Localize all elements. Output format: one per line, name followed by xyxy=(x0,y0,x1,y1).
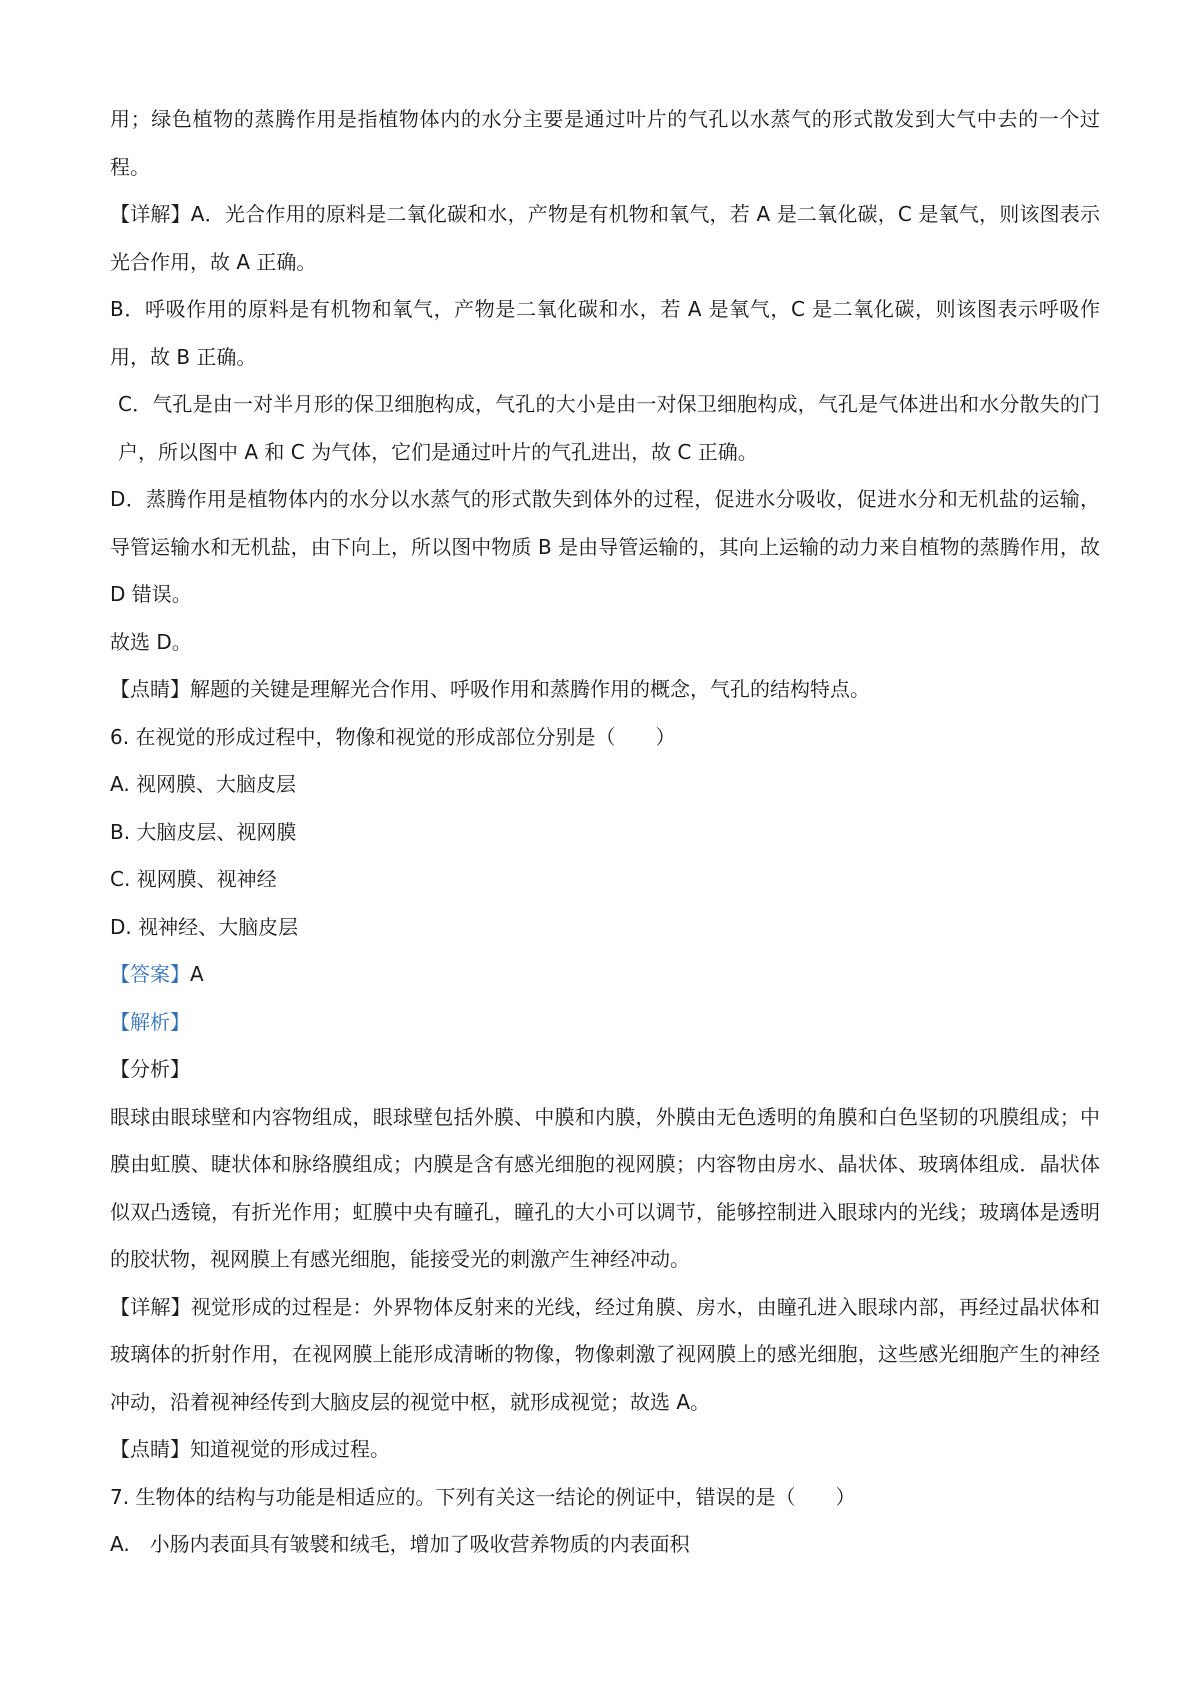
paragraph-detail-c: C．气孔是由一对半月形的保卫细胞构成，气孔的大小是由一对保卫细胞构成，气孔是气体进出和水分散失的门户，所以图中 A 和 C 为气体，它们是通过叶片的气孔进出，故 C 正确。 xyxy=(118,392,1100,464)
question-7-option-a: A. 小肠内表面具有皱襞和绒毛，增加了吸收营养物质的内表面积 xyxy=(110,1532,690,1556)
analysis-line xyxy=(110,999,1100,1047)
paragraph-detail-a: 【详解】A．光合作用的原料是二氧化碳和水，产物是有机物和氧气，若 A 是二氧化碳，C 是氧气，则该图表示光合作用，故 A 正确。 xyxy=(110,202,1100,274)
paragraph-analysis-label: 【分析】 xyxy=(110,1057,190,1081)
paragraph-vision-key-point: 【点睛】知道视觉的形成过程。 xyxy=(110,1437,390,1461)
paragraph-detail-d: D．蒸腾作用是植物体内的水分以水蒸气的形式散失到体外的过程，促进水分吸收，促进水分和无机盐的运输，导管运输水和无机盐，由下向上，所以图中物质 B 是由导管运输的，其向上运输的动力来自植物的蒸腾作用，故 D 错误。 xyxy=(110,487,1100,606)
question-7: 7. 生物体的结构与功能是相适应的。下列有关这一结论的例证中，错误的是（ ） xyxy=(110,1484,856,1509)
paragraph-key-point: 【点睛】解题的关键是理解光合作用、呼吸作用和蒸腾作用的概念，气孔的结构特点。 xyxy=(110,677,870,701)
analysis-label: 【解析】 xyxy=(110,1009,190,1034)
answer-value: A xyxy=(190,962,204,986)
document-body xyxy=(110,96,1100,1569)
answer-label: 【答案】 xyxy=(110,962,190,986)
question-6-option-a: A. 视网膜、大脑皮层 xyxy=(110,772,297,796)
paragraph-continuation: 用；绿色植物的蒸腾作用是指植物体内的水分主要是通过叶片的气孔以水蒸气的形式散发到大气中去的一个过程。 xyxy=(110,107,1100,179)
paragraph-eye-structure: 眼球由眼球壁和内容物组成，眼球壁包括外膜、中膜和内膜，外膜由无色透明的角膜和白色坚韧的巩膜组成；中膜由虹膜、睫状体和脉络膜组成；内膜是含有感光细胞的视网膜；内容物由房水、晶状体、玻璃体组成．晶状体似双凸透镜，有折光作用；虹膜中央有瞳孔，瞳孔的大小可以调节，能够控制进入眼球内的光线；玻璃体是透明的胶状物，视网膜上有感光细胞，能接受光的刺激产生神经冲动。 xyxy=(110,1104,1100,1271)
paragraph-detail-b: B．呼吸作用的原料是有机物和氧气，产物是二氧化碳和水，若 A 是氧气，C 是二氧化碳，则该图表示呼吸作用，故 B 正确。 xyxy=(110,297,1100,369)
answer-line xyxy=(110,951,1100,999)
question-6: 6. 在视觉的形成过程中，物像和视觉的形成部位分别是（ ） xyxy=(110,724,676,749)
question-6-option-c: C. 视网膜、视神经 xyxy=(110,867,277,891)
paragraph-choice-d: 故选 D。 xyxy=(110,629,192,654)
question-6-option-d: D. 视神经、大脑皮层 xyxy=(110,914,299,939)
question-6-option-b: B. 大脑皮层、视网膜 xyxy=(110,819,297,844)
paragraph-vision-detail: 【详解】视觉形成的过程是：外界物体反射来的光线，经过角膜、房水，由瞳孔进入眼球内部，再经过晶状体和玻璃体的折射作用，在视网膜上能形成清晰的物像，物像刺激了视网膜上的感光细胞，这些感光细胞产生的神经冲动，沿着视神经传到大脑皮层的视觉中枢，就形成视觉；故选 A。 xyxy=(110,1294,1100,1414)
